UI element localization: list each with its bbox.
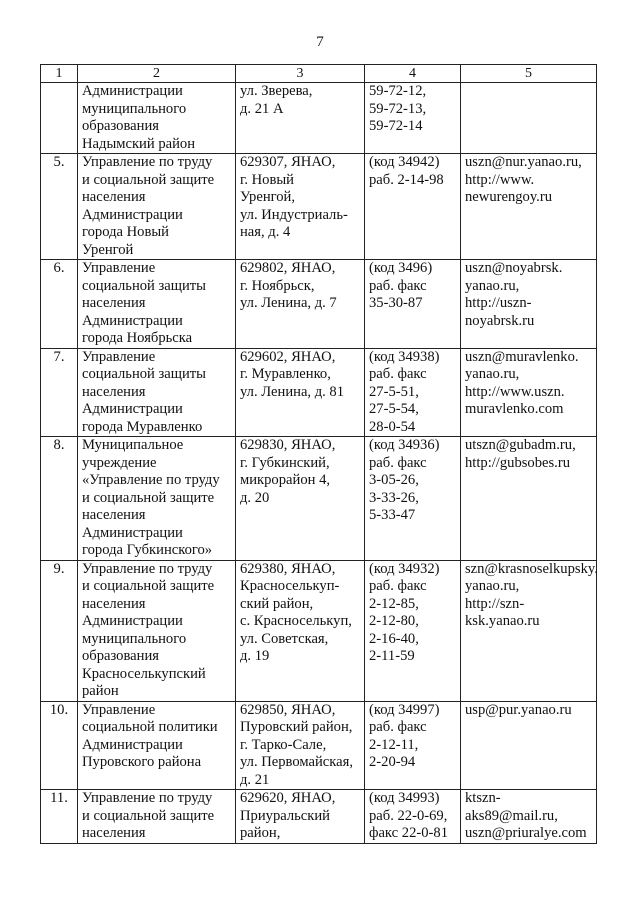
organization-name: Управление социальной защиты населения Администрации города Муравленко xyxy=(78,348,236,437)
row-number: 5. xyxy=(41,154,78,260)
row-number xyxy=(41,83,78,154)
phone-numbers: 59-72-12, 59-72-13, 59-72-14 xyxy=(365,83,461,154)
postal-address: 629620, ЯНАО, Приуральский район, xyxy=(236,790,365,844)
table-row xyxy=(41,260,597,349)
phone-numbers: (код 34936) раб. факс 3-05-26, 3-33-26, 5-33-47 xyxy=(365,437,461,561)
table-row xyxy=(41,83,597,154)
column-header: 1 xyxy=(41,65,78,83)
table-row xyxy=(41,437,597,561)
row-number: 7. xyxy=(41,348,78,437)
organization-name: Управление социальной политики Администрации Пуровского района xyxy=(78,701,236,790)
email-and-website xyxy=(461,83,597,154)
postal-address: 629850, ЯНАО, Пуровский район, г. Тарко-Сале, ул. Первомайская, д. 21 xyxy=(236,701,365,790)
phone-numbers: (код 34938) раб. факс 27-5-51, 27-5-54, 28-0-54 xyxy=(365,348,461,437)
table-row xyxy=(41,348,597,437)
column-header: 3 xyxy=(236,65,365,83)
postal-address: 629380, ЯНАО, Красноселькуп- ский район, с. Красноселькуп, ул. Советская, д. 19 xyxy=(236,560,365,701)
row-number: 8. xyxy=(41,437,78,561)
organization-name: Управление социальной защиты населения Администрации города Ноябрьска xyxy=(78,260,236,349)
postal-address: 629802, ЯНАО, г. Ноябрьск, ул. Ленина, д. 7 xyxy=(236,260,365,349)
row-number: 10. xyxy=(41,701,78,790)
column-header: 4 xyxy=(365,65,461,83)
organization-name: Управление по труду и социальной защите населения Администрации города Новый Уренгой xyxy=(78,154,236,260)
postal-address: ул. Зверева, д. 21 А xyxy=(236,83,365,154)
postal-address: 629830, ЯНАО, г. Губкинский, микрорайон 4, д. 20 xyxy=(236,437,365,561)
phone-numbers: (код 34942) раб. 2-14-98 xyxy=(365,154,461,260)
table-header-row xyxy=(41,65,597,83)
phone-numbers: (код 34997) раб. факс 2-12-11, 2-20-94 xyxy=(365,701,461,790)
table-row xyxy=(41,560,597,701)
email-and-website: usp@pur.yanao.ru xyxy=(461,701,597,790)
phone-numbers: (код 34993) раб. 22-0-69, факс 22-0-81 xyxy=(365,790,461,844)
table-body xyxy=(41,83,597,844)
row-number: 11. xyxy=(41,790,78,844)
table-row xyxy=(41,701,597,790)
organization-name: Муниципальное учреждение «Управление по труду и социальной защите населения Администрации города Губкинского» xyxy=(78,437,236,561)
phone-numbers: (код 3496) раб. факс 35-30-87 xyxy=(365,260,461,349)
email-and-website: uszn@noyabrsk. yanao.ru, http://uszn-noyabrsk.ru xyxy=(461,260,597,349)
column-header: 2 xyxy=(78,65,236,83)
row-number: 9. xyxy=(41,560,78,701)
organization-name: Администрации муниципального образования Надымский район xyxy=(78,83,236,154)
table-row xyxy=(41,790,597,844)
email-and-website: uszn@muravlenko. yanao.ru, http://www.uszn. muravlenko.com xyxy=(461,348,597,437)
email-and-website: uszn@nur.yanao.ru, http://www. newurengoy.ru xyxy=(461,154,597,260)
organization-name: Управление по труду и социальной защите населения xyxy=(78,790,236,844)
email-and-website: ktszn-aks89@mail.ru, uszn@priuralye.com xyxy=(461,790,597,844)
column-header: 5 xyxy=(461,65,597,83)
phone-numbers: (код 34932) раб. факс 2-12-85, 2-12-80, 2-16-40, 2-11-59 xyxy=(365,560,461,701)
table-row xyxy=(41,154,597,260)
organization-name: Управление по труду и социальной защите населения Администрации муниципального образования Красноселькупский район xyxy=(78,560,236,701)
postal-address: 629307, ЯНАО, г. Новый Уренгой, ул. Индустриаль- ная, д. 4 xyxy=(236,154,365,260)
email-and-website: szn@krasnoselkupsky. yanao.ru, http://szn-ksk.yanao.ru xyxy=(461,560,597,701)
postal-address: 629602, ЯНАО, г. Муравленко, ул. Ленина, д. 81 xyxy=(236,348,365,437)
page-number: 7 xyxy=(316,34,324,50)
row-number: 6. xyxy=(41,260,78,349)
contacts-table xyxy=(40,64,597,844)
email-and-website: utszn@gubadm.ru, http://gubsobes.ru xyxy=(461,437,597,561)
